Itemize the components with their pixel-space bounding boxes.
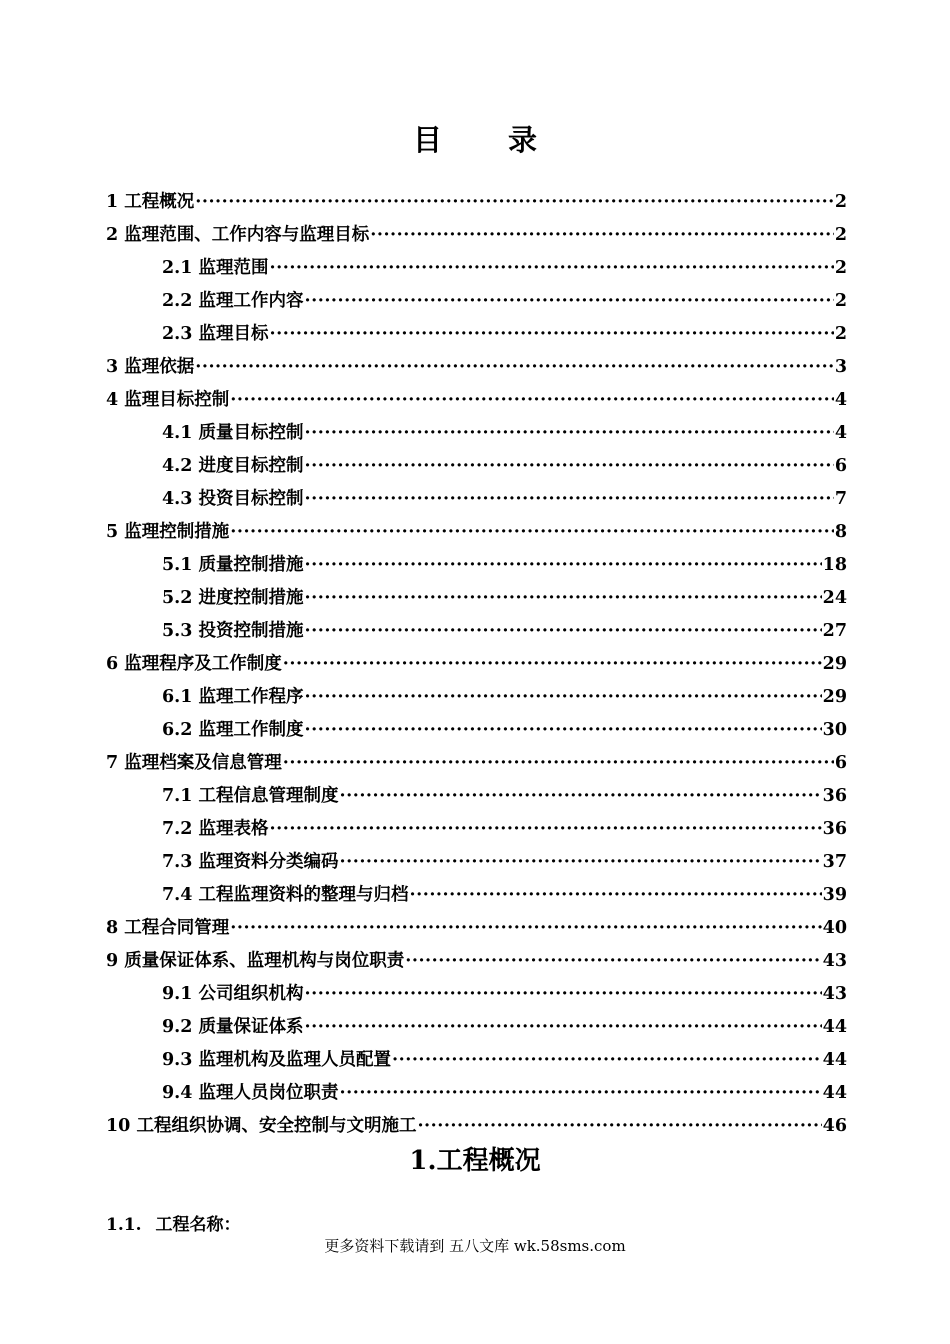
section-heading: 1.工程概况 — [409, 1146, 541, 1176]
toc-entry-label: 4 监理目标控制 — [106, 390, 230, 410]
toc-entry-page: 2 — [834, 192, 847, 212]
toc-entry-label: 9 质量保证体系、监理机构与岗位职责 — [106, 951, 405, 971]
toc-entry-page: 27 — [822, 621, 847, 641]
sub-heading-number: 1.1. — [106, 1215, 142, 1235]
toc-entry-label: 2.3 监理目标 — [162, 324, 269, 344]
toc-entry[interactable] — [106, 945, 847, 978]
toc-dot-leader — [370, 219, 834, 252]
toc-entry-page: 44 — [822, 1083, 847, 1103]
toc-entry[interactable] — [106, 615, 847, 648]
toc-dot-leader — [230, 384, 834, 417]
toc-entry-page: 43 — [822, 951, 847, 971]
toc-dot-leader — [392, 1044, 822, 1077]
toc-entry-page: 18 — [822, 555, 847, 575]
toc-dot-leader — [195, 351, 834, 384]
toc-dot-leader — [305, 582, 822, 615]
toc-dot-leader — [270, 318, 834, 351]
toc-entry-label: 10 工程组织协调、安全控制与文明施工 — [106, 1116, 417, 1136]
toc-entry[interactable] — [106, 417, 847, 450]
toc-entry-page: 44 — [822, 1017, 847, 1037]
toc-entry-page: 3 — [834, 357, 847, 377]
toc-entry[interactable] — [106, 978, 847, 1011]
toc-dot-leader — [305, 549, 822, 582]
toc-entry[interactable] — [106, 186, 847, 219]
toc-entry-page: 40 — [822, 918, 847, 938]
toc-entry[interactable] — [106, 747, 847, 780]
toc-dot-leader — [305, 615, 822, 648]
toc-dot-leader — [195, 186, 834, 219]
toc-entry-page: 2 — [834, 291, 847, 311]
toc-entry-page: 2 — [834, 324, 847, 344]
toc-dot-leader — [305, 450, 834, 483]
toc-entry-label: 2.2 监理工作内容 — [162, 291, 304, 311]
toc-dot-leader — [305, 417, 834, 450]
toc-dot-leader — [270, 252, 834, 285]
toc-entry-page: 2 — [834, 225, 847, 245]
toc-dot-leader — [305, 483, 834, 516]
toc-entry-page: 7 — [834, 489, 847, 509]
toc-entry[interactable] — [106, 516, 847, 549]
toc-entry-page: 37 — [822, 852, 847, 872]
toc-entry-label: 8 工程合同管理 — [106, 918, 230, 938]
toc-entry-page: 4 — [834, 390, 847, 410]
toc-dot-leader — [270, 813, 822, 846]
toc-entry[interactable] — [106, 1077, 847, 1110]
toc-entry-label: 6.1 监理工作程序 — [162, 687, 304, 707]
toc-entry-page: 6 — [834, 753, 847, 773]
toc-entry[interactable] — [106, 846, 847, 879]
toc-entry[interactable] — [106, 648, 847, 681]
sub-heading-label: 工程名称： — [155, 1215, 241, 1235]
toc-dot-leader — [305, 1011, 822, 1044]
toc-entry-page: 29 — [822, 654, 847, 674]
toc-entry-page: 39 — [822, 885, 847, 905]
toc-entry-page: 29 — [822, 687, 847, 707]
toc-entry[interactable] — [106, 384, 847, 417]
toc-entry[interactable] — [106, 252, 847, 285]
toc-dot-leader — [417, 1110, 821, 1143]
toc-entry-page: 30 — [822, 720, 847, 740]
toc-entry-label: 6 监理程序及工作制度 — [106, 654, 282, 674]
toc-entry-label: 6.2 监理工作制度 — [162, 720, 304, 740]
toc-entry-label: 9.3 监理机构及监理人员配置 — [162, 1050, 392, 1070]
toc-dot-leader — [405, 945, 821, 978]
toc-entry-label: 3 监理依据 — [106, 357, 195, 377]
toc-entry[interactable] — [106, 450, 847, 483]
toc-entry-page: 8 — [834, 522, 847, 542]
footer-link[interactable]: 更多资料下载请到 五八文库 wk.58sms.com — [324, 1237, 626, 1255]
toc-entry-label: 2 监理范围、工作内容与监理目标 — [106, 225, 370, 245]
toc-entry[interactable] — [106, 879, 847, 912]
toc-dot-leader — [305, 714, 822, 747]
toc-dot-leader — [410, 879, 822, 912]
toc-entry[interactable] — [106, 351, 847, 384]
toc-entry[interactable] — [106, 483, 847, 516]
toc-entry[interactable] — [106, 582, 847, 615]
toc-entry[interactable] — [106, 813, 847, 846]
toc-dot-leader — [230, 912, 821, 945]
toc-entry-page: 2 — [834, 258, 847, 278]
toc-entry[interactable] — [106, 1011, 847, 1044]
toc-entry-page: 44 — [822, 1050, 847, 1070]
toc-entry-label: 4.2 进度目标控制 — [162, 456, 304, 476]
toc-entry-label: 5.2 进度控制措施 — [162, 588, 304, 608]
toc-entry-label: 9.1 公司组织机构 — [162, 984, 304, 1004]
toc-entry-label: 5 监理控制措施 — [106, 522, 230, 542]
toc-entry-label: 7.1 工程信息管理制度 — [162, 786, 339, 806]
toc-entry[interactable] — [106, 549, 847, 582]
toc-entry-page: 46 — [822, 1116, 847, 1136]
toc-dot-leader — [305, 285, 834, 318]
toc-entry-label: 7 监理档案及信息管理 — [106, 753, 282, 773]
toc-dot-leader — [340, 780, 822, 813]
toc-dot-leader — [283, 747, 834, 780]
toc-entry-label: 7.2 监理表格 — [162, 819, 269, 839]
toc-entry[interactable] — [106, 318, 847, 351]
toc-entry-page: 36 — [822, 819, 847, 839]
toc-entry-label: 4.1 质量目标控制 — [162, 423, 304, 443]
toc-entry-page: 36 — [822, 786, 847, 806]
toc-entry[interactable] — [106, 681, 847, 714]
toc-entry[interactable] — [106, 912, 847, 945]
toc-dot-leader — [283, 648, 822, 681]
toc-entry-label: 5.1 质量控制措施 — [162, 555, 304, 575]
toc-entry-page: 43 — [822, 984, 847, 1004]
toc-entry-label: 1 工程概况 — [106, 192, 195, 212]
toc-entry-page: 4 — [834, 423, 847, 443]
toc-entry[interactable] — [106, 1044, 847, 1077]
sub-heading — [106, 1210, 241, 1235]
toc-title: 目 录 — [412, 123, 566, 157]
toc-entry-label: 9.4 监理人员岗位职责 — [162, 1083, 339, 1103]
toc-entry-page: 6 — [834, 456, 847, 476]
toc-dot-leader — [340, 846, 822, 879]
toc-entry-label: 5.3 投资控制措施 — [162, 621, 304, 641]
toc-entry-page: 24 — [822, 588, 847, 608]
toc-entry-label: 7.4 工程监理资料的整理与归档 — [162, 885, 409, 905]
toc-entry-label: 2.1 监理范围 — [162, 258, 269, 278]
toc-dot-leader — [230, 516, 834, 549]
toc-entry-label: 9.2 质量保证体系 — [162, 1017, 304, 1037]
toc-dot-leader — [305, 681, 822, 714]
toc-dot-leader — [305, 978, 822, 1011]
toc-entry[interactable] — [106, 1110, 847, 1143]
toc-entry[interactable] — [106, 714, 847, 747]
toc-entry[interactable] — [106, 219, 847, 252]
toc-dot-leader — [340, 1077, 822, 1110]
table-of-contents — [106, 186, 847, 1143]
toc-entry-label: 7.3 监理资料分类编码 — [162, 852, 339, 872]
toc-entry[interactable] — [106, 780, 847, 813]
toc-entry[interactable] — [106, 285, 847, 318]
toc-entry-label: 4.3 投资目标控制 — [162, 489, 304, 509]
